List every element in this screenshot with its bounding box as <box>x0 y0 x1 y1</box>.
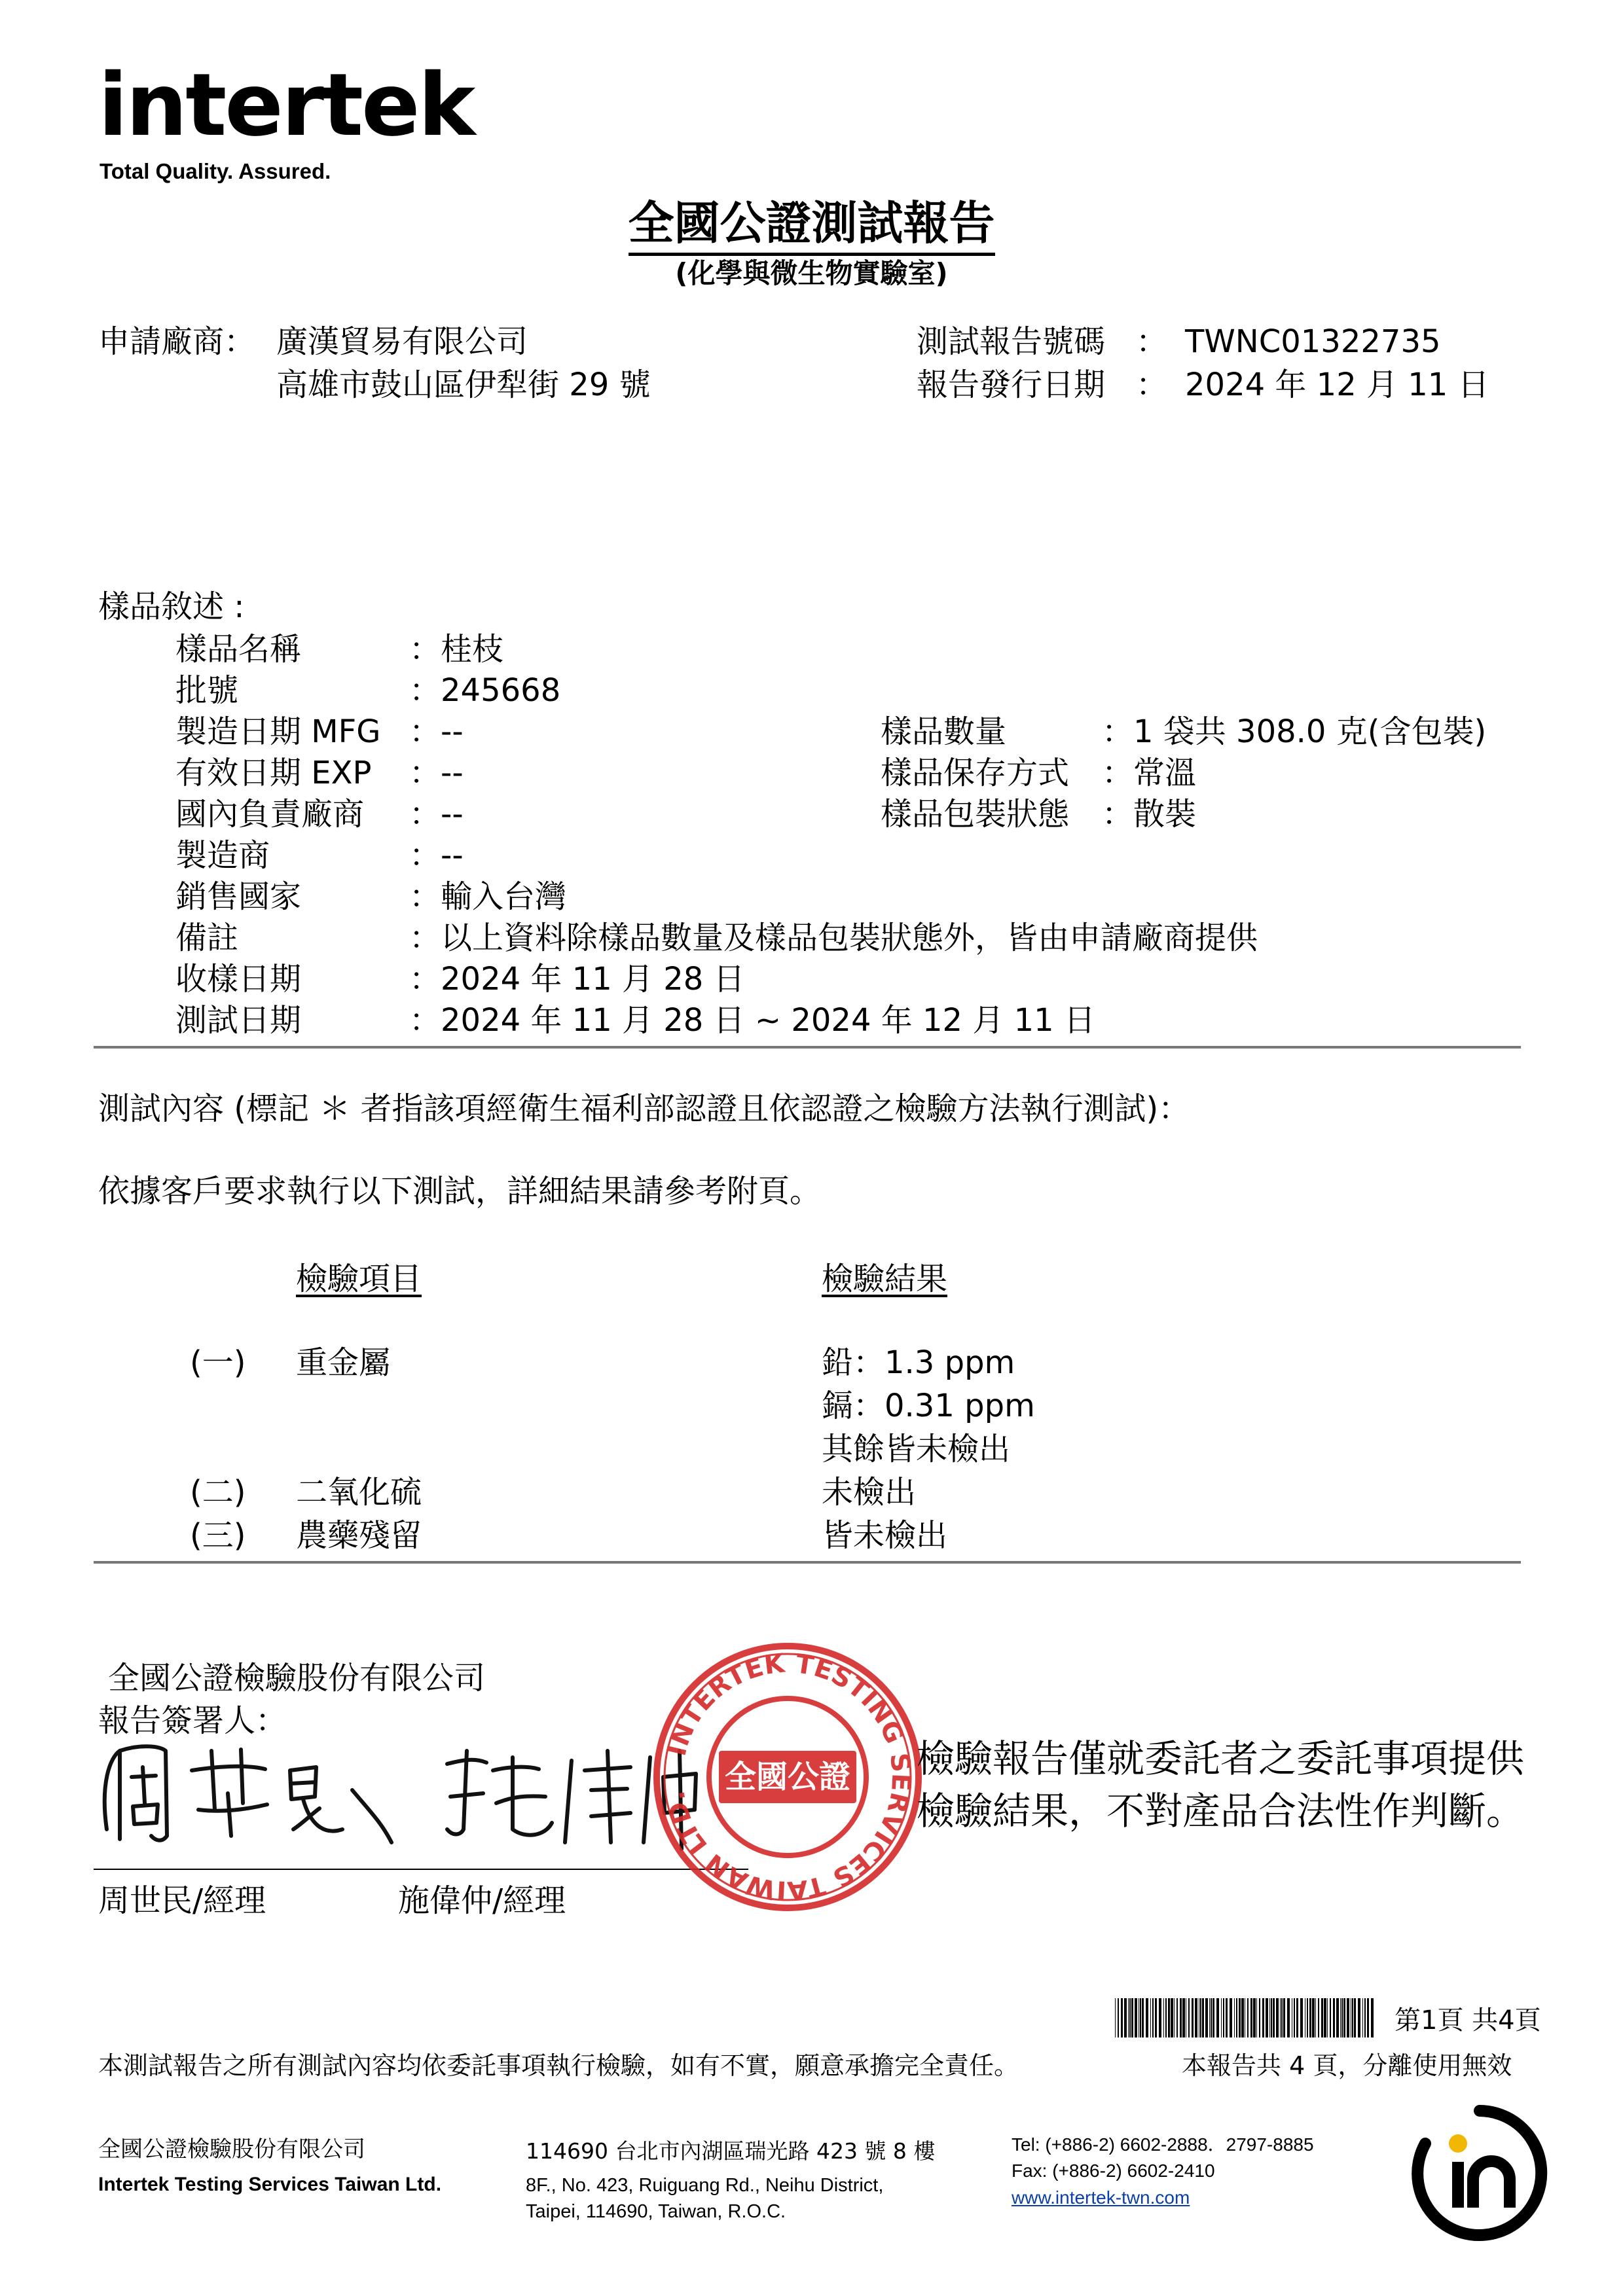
barcode-bar <box>1216 1998 1219 2037</box>
notice-line-2: 檢驗結果，不對產品合法性作判斷。 <box>917 1789 1525 1833</box>
sample-value: ：-- <box>409 837 464 874</box>
sample-label: 收樣日期 <box>175 961 302 997</box>
page-number: 第1頁 共4頁 <box>1395 2005 1541 2036</box>
barcode-bar <box>1213 1998 1214 2037</box>
logo-tagline: Total Quality. Assured. <box>100 159 331 183</box>
barcode-bar <box>1253 1998 1256 2037</box>
signer-label: 報告簽署人： <box>98 1702 287 1739</box>
barcode-bar <box>1163 1998 1164 2037</box>
sample-label: 有效日期 EXP <box>175 755 372 791</box>
test-result: 未檢出 <box>822 1474 917 1511</box>
barcode-bar <box>1209 1998 1210 2037</box>
disclaimer-left: 本測試報告之所有測試內容均依委託事項執行檢驗，如有不實，願意承擔完全責任。 <box>98 2051 1019 2080</box>
test-result: 其餘皆未檢出 <box>822 1431 1011 1467</box>
barcode-bar <box>1266 1998 1268 2037</box>
barcode-bar <box>1330 1998 1331 2037</box>
barcode-bar <box>1281 1998 1283 2037</box>
divider-rule <box>94 1561 1521 1564</box>
barcode-bar <box>1226 1998 1228 2037</box>
sample-label: 批號 <box>175 672 239 709</box>
barcode-bar <box>1364 1998 1366 2037</box>
barcode-bar <box>1128 1998 1129 2037</box>
barcode-bar <box>1312 1998 1315 2037</box>
barcode-bar <box>1192 1998 1194 2037</box>
barcode-bar <box>1341 1998 1343 2037</box>
signer-2: 施偉仲/經理 <box>398 1882 566 1919</box>
footer-fax: Fax: (+886-2) 6602-2410 <box>1012 2161 1215 2181</box>
intertek-logo: intertek <box>98 55 474 156</box>
barcode-bar <box>1118 1998 1119 2037</box>
barcode-bar <box>1367 1998 1369 2037</box>
barcode-bar <box>1315 1998 1316 2037</box>
barcode-bar <box>1140 1998 1141 2037</box>
report-title-text: 全國公證測試報告 <box>629 196 995 256</box>
barcode-bar <box>1247 1998 1249 2037</box>
barcode-bar <box>1159 1998 1161 2037</box>
barcode-bar <box>1223 1998 1224 2037</box>
applicant-label: 申請廠商： <box>98 323 256 360</box>
report-number-label: 測試報告號碼 <box>917 323 1106 360</box>
barcode-bar <box>1236 1998 1237 2037</box>
barcode-bar <box>1165 1998 1167 2037</box>
barcode-bar <box>1340 1998 1341 2037</box>
disclaimer-right: 本報告共 4 頁，分離使用無效 <box>1182 2051 1512 2080</box>
barcode-bar <box>1283 1998 1285 2037</box>
barcode-bar <box>1296 1998 1298 2037</box>
barcode-bar <box>1276 1998 1279 2037</box>
divider-rule <box>94 1046 1521 1049</box>
report-date-colon: ： <box>1136 367 1168 403</box>
barcode-bar <box>1131 1998 1133 2037</box>
barcode-bar <box>1256 1998 1257 2037</box>
sample-label: 樣品包裝狀態 <box>881 796 1070 833</box>
sample-label: 備註 <box>175 920 239 956</box>
barcode-bar <box>1115 1998 1116 2037</box>
sample-value: ：-- <box>409 796 464 833</box>
test-item: 重金屬 <box>296 1344 391 1381</box>
company-name: 全國公證檢驗股份有限公司 <box>108 1660 486 1696</box>
test-result: 鉛：1.3 ppm <box>822 1344 1015 1381</box>
footer-tel: Tel: (+886-2) 6602-2888．2797-8885 <box>1012 2134 1314 2155</box>
barcode-bar <box>1309 1998 1311 2037</box>
sample-label: 國內負責廠商 <box>175 796 365 833</box>
sample-value: ：-- <box>409 713 464 750</box>
barcode-bar <box>1146 1998 1148 2037</box>
sample-value: ：2024 年 11 月 28 日 <box>409 961 745 997</box>
sample-value: ：245668 <box>409 672 561 709</box>
barcode-bar <box>1188 1998 1190 2037</box>
barcode-bar <box>1211 1998 1212 2037</box>
barcode-bar <box>1250 1998 1252 2037</box>
barcode-bar <box>1321 1998 1323 2037</box>
barcode-bar <box>1142 1998 1144 2037</box>
barcode-bar <box>1234 1998 1235 2037</box>
footer-address-cn: 114690 台北市內湖區瑞光路 423 號 8 樓 <box>526 2138 936 2164</box>
barcode-bar <box>1307 1998 1308 2037</box>
barcode-bar <box>1273 1998 1275 2037</box>
barcode-bar <box>1241 1998 1244 2037</box>
barcode-bar <box>1152 1998 1154 2037</box>
barcode-bar <box>1327 1998 1328 2037</box>
footer-website-link[interactable]: www.intertek-twn.com <box>1012 2187 1190 2208</box>
row-number: (三) <box>190 1517 246 1554</box>
sample-value: ：1 袋共 308.0 克(含包裝) <box>1102 713 1487 750</box>
barcode-bar <box>1200 1998 1201 2037</box>
barcode-bar <box>1354 1998 1356 2037</box>
test-result: 鎘：0.31 ppm <box>822 1388 1035 1424</box>
stamp-center-text: 全國公證 <box>724 1759 851 1795</box>
sample-label: 測試日期 <box>175 1002 302 1039</box>
sample-label: 銷售國家 <box>175 878 302 915</box>
row-number: (一) <box>190 1344 246 1381</box>
report-date-value: 2024 年 12 月 11 日 <box>1185 367 1489 403</box>
barcode-bar <box>1176 1998 1178 2037</box>
barcode-bar <box>1195 1998 1197 2037</box>
barcode-bar <box>1221 1998 1222 2037</box>
sample-value: ：以上資料除樣品數量及樣品包裝狀態外，皆由申請廠商提供 <box>409 920 1258 956</box>
test-content-line: 測試內容 (標記 ＊ 者指該項經衛生福利部認證且依認證之檢驗方法執行測試)： <box>98 1090 1190 1127</box>
barcode-bar <box>1205 1998 1208 2037</box>
barcode-bar <box>1371 1998 1374 2037</box>
barcode-bar <box>1180 1998 1182 2037</box>
barcode-bar <box>1150 1998 1151 2037</box>
barcode-bar <box>1324 1998 1326 2037</box>
footer-company-cn: 全國公證檢驗股份有限公司 <box>98 2136 365 2162</box>
barcode-bar <box>1168 1998 1170 2037</box>
handwritten-signature <box>94 1731 709 1862</box>
sample-value: ：-- <box>409 755 464 791</box>
row-number: (二) <box>190 1474 246 1511</box>
barcode-bar <box>1343 1998 1345 2037</box>
barcode-bar <box>1262 1998 1264 2037</box>
sample-value: ：常溫 <box>1102 755 1197 791</box>
barcode-bar <box>1182 1998 1185 2037</box>
barcode-bar <box>1347 1998 1349 2037</box>
sample-label: 製造商 <box>175 837 270 874</box>
barcode-bar <box>1239 1998 1241 2037</box>
applicant-name: 廣漢貿易有限公司 <box>276 323 528 360</box>
barcode-bar <box>1333 1998 1335 2037</box>
barcode-bar <box>1230 1998 1232 2037</box>
barcode-bar <box>1358 1998 1360 2037</box>
barcode-bar <box>1121 1998 1123 2037</box>
barcode-bar <box>1129 1998 1131 2037</box>
sample-value: ：散裝 <box>1102 796 1197 833</box>
barcode-bar <box>1155 1998 1157 2037</box>
barcode-bar <box>1362 1998 1363 2037</box>
company-stamp <box>650 1640 925 1914</box>
sample-label: 樣品數量 <box>881 713 1007 750</box>
sample-label: 樣品保存方式 <box>881 755 1070 791</box>
barcode-bar <box>1336 1998 1339 2037</box>
applicant-address: 高雄市鼓山區伊犁街 29 號 <box>276 367 651 403</box>
barcode-bar <box>1352 1998 1353 2037</box>
test-item: 農藥殘留 <box>296 1517 422 1554</box>
sample-heading: 樣品敘述 : <box>98 588 245 625</box>
footer-address-en-1: 8F., No. 423, Ruiguang Rd., Neihu District, <box>526 2175 884 2196</box>
barcode-bar <box>1318 1998 1319 2037</box>
barcode-bar <box>1259 1998 1260 2037</box>
barcode-bar <box>1202 1998 1204 2037</box>
barcode-bar <box>1287 1998 1290 2037</box>
report-number-colon: ： <box>1136 323 1168 360</box>
barcode <box>1115 1998 1377 2037</box>
barcode-bar <box>1300 1998 1303 2037</box>
report-subtitle: (化學與微生物實驗室) <box>675 257 948 289</box>
footer-company-en: Intertek Testing Services Taiwan Ltd. <box>98 2174 442 2195</box>
column-header-item: 檢驗項目 <box>296 1261 422 1297</box>
barcode-bar <box>1269 1998 1270 2037</box>
sample-label: 製造日期 MFG <box>175 713 381 750</box>
notice-line-1: 檢驗報告僅就委託者之委託事項提供 <box>917 1736 1525 1781</box>
report-title <box>0 187 1623 253</box>
sample-label: 樣品名稱 <box>175 631 302 668</box>
barcode-bar <box>1271 1998 1272 2037</box>
sample-value: ：輸入台灣 <box>409 878 567 915</box>
test-item: 二氧化硫 <box>296 1474 422 1511</box>
test-result: 皆未檢出 <box>822 1517 948 1554</box>
intertek-round-logo <box>1411 2104 1548 2242</box>
barcode-bar <box>1280 1998 1281 2037</box>
barcode-bar <box>1294 1998 1295 2037</box>
column-header-result: 檢驗結果 <box>822 1261 948 1297</box>
stamp-outer-text: INTERTEK TESTING SERVICES TAIWAN LTD. <box>660 1648 917 1906</box>
signer-1: 周世民/經理 <box>98 1882 266 1919</box>
barcode-bar <box>1171 1998 1173 2037</box>
report-date-label: 報告發行日期 <box>917 367 1106 403</box>
sample-value: ：桂枝 <box>409 631 504 668</box>
report-number-value: TWNC01322735 <box>1185 323 1441 360</box>
sample-value: ：2024 年 11 月 28 日 ~ 2024 年 12 月 11 日 <box>409 1002 1095 1039</box>
test-according-line: 依據客戶要求執行以下測試，詳細結果請參考附頁。 <box>98 1173 822 1210</box>
barcode-bar <box>1124 1998 1127 2037</box>
footer-address-en-2: Taipei, 114690, Taiwan, R.O.C. <box>526 2201 786 2222</box>
barcode-bar <box>1174 1998 1175 2037</box>
barcode-bar <box>1135 1998 1137 2037</box>
